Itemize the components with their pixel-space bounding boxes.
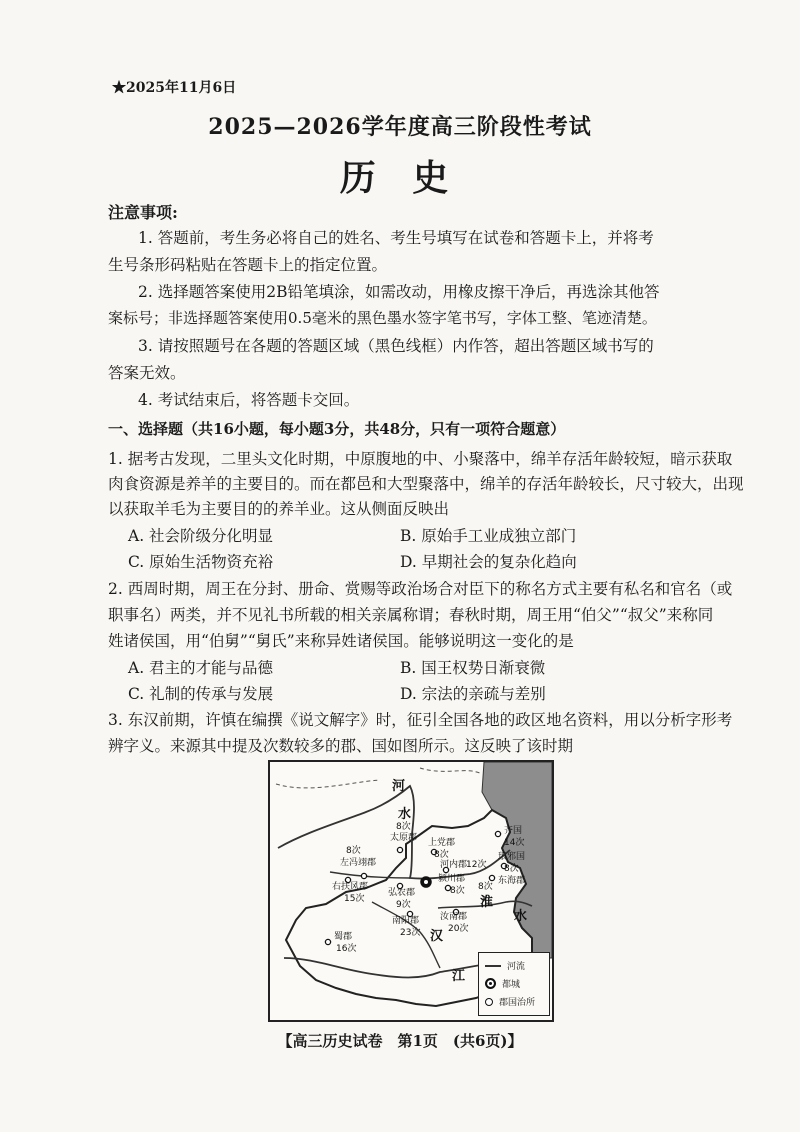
- seat-marker-taiyuan: [397, 847, 402, 852]
- shu-count: 16次: [336, 944, 357, 954]
- legend-capital-label: 都城: [502, 980, 521, 990]
- seat-marker-zuopingyi: [361, 873, 366, 878]
- runan-count: 20次: [448, 924, 469, 934]
- exam-title: 2025—2026学年度高三阶段性考试: [208, 114, 592, 140]
- nanyang-count: 23次: [400, 928, 421, 938]
- river-label-shui: 水: [398, 807, 412, 822]
- notice-line: 答案无效。: [108, 364, 186, 382]
- hongnong-label: 弘农郡: [388, 888, 416, 898]
- seat-circle-icon: [485, 998, 493, 1006]
- river-label-huai: 淮: [480, 895, 494, 910]
- river-label-he: 河: [392, 779, 406, 794]
- legend-river: [485, 959, 525, 972]
- map-legend: [478, 952, 550, 1016]
- question-3-line: 辨字义。来源其中提及次数较多的郡、国如图所示。这反映了该时期: [108, 737, 574, 755]
- youfufeng-count: 15次: [344, 894, 365, 904]
- subject-title: 历 史: [339, 157, 461, 199]
- question-1-line: 以获取羊毛为主要目的的养羊业。这从侧面反映出: [108, 500, 450, 518]
- youfufeng-label: 右扶风郡: [332, 882, 369, 892]
- frontier-line: [420, 768, 482, 774]
- yingchuan-count: 8次: [450, 886, 465, 896]
- question-1-option-c[interactable]: C. 原始生活物资充裕: [128, 553, 274, 571]
- legend-river-label: 河流: [507, 962, 526, 972]
- donghai-count: 8次: [478, 882, 493, 892]
- yingchuan-label: 颍川郡: [438, 874, 466, 884]
- question-1-option-d[interactable]: D. 早期社会的复杂化趋向: [400, 553, 577, 571]
- legend-seat: [485, 995, 535, 1008]
- river-label-shui: 水: [514, 909, 528, 924]
- question-2-option-a[interactable]: A. 君主的才能与品德: [128, 659, 274, 677]
- hongnong-count: 9次: [396, 900, 411, 910]
- runan-label: 汝南郡: [440, 912, 468, 922]
- seat-marker-donghai: [489, 875, 494, 880]
- question-1-option-a[interactable]: A. 社会阶级分化明显: [128, 527, 274, 545]
- question-2-line: 姓诸侯国，用“伯舅”“舅氏”来称异姓诸侯国。能够说明这一变化的是: [108, 632, 574, 650]
- exam-date: ★2025年11月6日: [112, 80, 237, 96]
- eastern-han-map: [268, 760, 554, 1022]
- notice-line: 3. 请按照题号在各题的答题区域（黑色线框）内作答，超出答题区域书写的: [138, 337, 654, 355]
- question-1-line: 1. 据考古发现，二里头文化时期，中原腹地的中、小聚落中，绵羊存活年龄较短，暗示获取: [108, 450, 733, 468]
- river-label-han: 汉: [430, 929, 444, 944]
- wei-river: [330, 872, 410, 878]
- legend-seat-label: 郡国治所: [499, 998, 536, 1008]
- legend-capital: [485, 977, 520, 990]
- capital-marker-inner: [424, 880, 428, 884]
- question-2-line: 职事名）两类，并不见礼书所载的相关亲属称谓；春秋时期，周王用“伯父”“叔父”来称同: [108, 606, 714, 624]
- page-footer: 【高三历史试卷 第1页 (共6页)】: [277, 1032, 523, 1050]
- question-2-option-c[interactable]: C. 礼制的传承与发展: [128, 685, 274, 703]
- frontier-line: [276, 780, 380, 788]
- question-1-option-b[interactable]: B. 原始手工业成独立部门: [400, 527, 577, 545]
- notice-line: 生号条形码粘贴在答题卡上的指定位置。: [108, 256, 388, 274]
- langya-label: 琅邪国: [498, 852, 526, 862]
- question-2-line: 2. 西周时期，周王在分封、册命、赏赐等政治场合对臣下的称名方式主要有私名和官名（或: [108, 580, 733, 598]
- question-2-option-d[interactable]: D. 宗法的亲疏与差别: [400, 685, 546, 703]
- question-2-option-b[interactable]: B. 国王权势日渐衰微: [400, 659, 546, 677]
- notice-line: 案标号；非选择题答案使用0.5毫米的黑色墨水签字笔书写，字体工整、笔迹清楚。: [108, 309, 657, 327]
- shu-label: 蜀郡: [334, 932, 353, 942]
- notice-line: 2. 选择题答案使用2B铅笔填涂，如需改动，用橡皮擦干净后，再选涂其他答: [138, 283, 660, 301]
- notice-line: 4. 考试结束后，将答题卡交回。: [138, 391, 360, 409]
- river-line-icon: [485, 965, 501, 967]
- langya-count: 8次: [504, 864, 519, 874]
- question-1-line: 肉食资源是养羊的主要目的。而在都邑和大型聚落中，绵羊的存活年龄较长，尺寸较大，出现: [108, 475, 744, 493]
- notice-heading: 注意事项:: [108, 203, 178, 222]
- shangdang-label: 上党郡: [428, 838, 456, 848]
- taiyuan-count: 8次: [396, 822, 411, 832]
- section-title: 一、选择题（共16小题，每小题3分，共48分，只有一项符合题意）: [108, 420, 566, 438]
- taiyuan-label: 太原郡: [390, 833, 418, 843]
- shangdang-count: 8次: [434, 850, 449, 860]
- nanyang-label: 南阳郡: [392, 916, 420, 926]
- notice-line: 1. 答题前，考生务必将自己的姓名、考生号填写在试卷和答题卡上，并将考: [138, 229, 654, 247]
- river-label-jiang: 江: [452, 969, 466, 984]
- qi-count: 14次: [504, 838, 525, 848]
- zuopingyi-label: 左冯翊郡: [340, 858, 377, 868]
- seat-marker-shu: [325, 939, 330, 944]
- henei-label: 河内郡: [440, 860, 468, 870]
- question-3-line: 3. 东汉前期，许慎在编撰《说文解字》时，征引全国各地的政区地名资料，用以分析字形考: [108, 711, 733, 729]
- donghai-label: 东海郡: [498, 876, 526, 886]
- henei-count: 12次: [466, 860, 487, 870]
- qi-label: 齐国: [504, 826, 523, 836]
- seat-marker-qi: [495, 831, 500, 836]
- zuopingyi-count: 8次: [346, 846, 361, 856]
- capital-dot-icon: [485, 978, 496, 989]
